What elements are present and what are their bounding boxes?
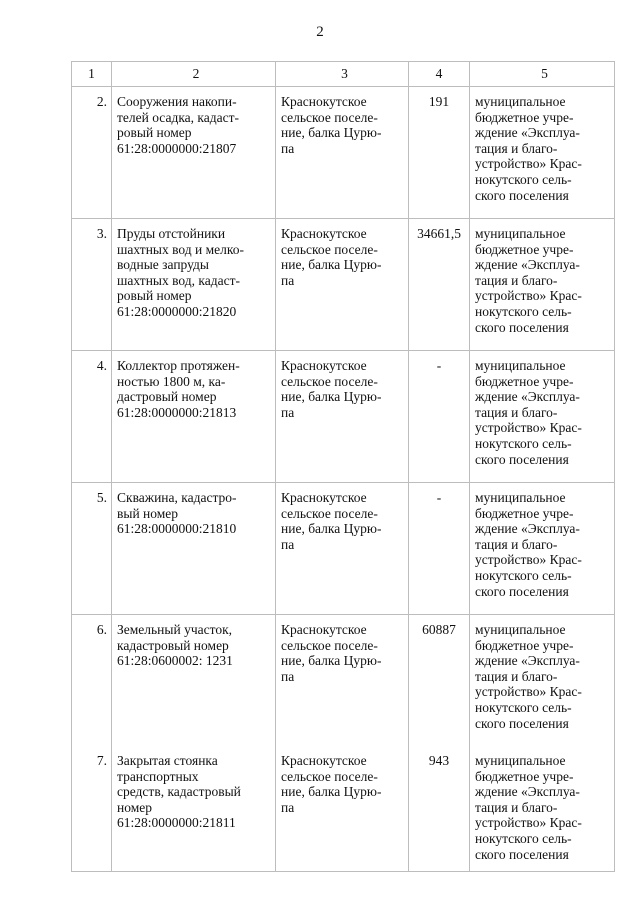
row-number: 3.	[96, 226, 107, 241]
rights-holder-cell	[470, 351, 615, 483]
object-location: Краснокутское сельское поселе- ние, балка Цурю- па	[281, 358, 382, 420]
rights-holder-cell	[470, 615, 615, 747]
rights-holder-cell	[470, 219, 615, 351]
row-number: 5.	[96, 490, 107, 505]
table-row	[72, 87, 615, 219]
row-number-cell	[72, 351, 112, 483]
object-location: Краснокутское сельское поселе- ние, балка Цурю- па	[281, 753, 382, 815]
table-row	[72, 351, 615, 483]
object-area: -	[436, 358, 442, 373]
row-number: 6.	[96, 622, 107, 637]
object-name: Земельный участок, кадастровый номер 61:28:0600002: 1231	[117, 622, 233, 669]
object-location: Краснокутское сельское поселе- ние, балка Цурю- па	[281, 490, 382, 552]
table-row	[72, 615, 615, 747]
object-name: Закрытая стоянка транспортных средств, кадастровый номер 61:28:0000000:21811	[117, 753, 241, 831]
object-area-cell	[409, 87, 470, 219]
rights-holder: муниципальное бюджетное учре- ждение «Эксплуа- тация и благо- устройство» Крас- нокутского сель- ского поселения	[475, 622, 582, 731]
header-col-2: 2	[112, 62, 276, 87]
row-number: 2.	[96, 94, 107, 109]
row-number: 4.	[96, 358, 107, 373]
page-number: 2	[316, 24, 324, 40]
object-area: -	[436, 490, 442, 505]
object-name-cell	[112, 351, 276, 483]
row-number-cell	[72, 219, 112, 351]
object-area: 943	[428, 753, 450, 768]
object-location: Краснокутское сельское поселе- ние, балка Цурю- па	[281, 226, 382, 288]
header-col-1: 1	[72, 62, 112, 87]
header-col-5: 5	[470, 62, 615, 87]
row-number: 7.	[96, 753, 107, 768]
object-location-cell	[276, 87, 409, 219]
object-location-cell	[276, 483, 409, 615]
object-area: 34661,5	[417, 226, 461, 241]
rights-holder-cell	[470, 483, 615, 615]
rights-holder: муниципальное бюджетное учре- ждение «Эксплуа- тация и благо- устройство» Крас- нокутского сель- ского поселения	[475, 490, 582, 599]
row-number-cell	[72, 746, 112, 872]
object-location-cell	[276, 615, 409, 747]
header-col-4: 4	[409, 62, 470, 87]
rights-holder-cell	[470, 746, 615, 872]
row-number-cell	[72, 615, 112, 747]
object-area-cell	[409, 219, 470, 351]
rights-holder: муниципальное бюджетное учре- ждение «Эксплуа- тация и благо- устройство» Крас- нокутского сель- ского поселения	[475, 226, 582, 335]
rights-holder: муниципальное бюджетное учре- ждение «Эксплуа- тация и благо- устройство» Крас- нокутского сель- ского поселения	[475, 753, 582, 862]
row-number-cell	[72, 87, 112, 219]
object-location-cell	[276, 746, 409, 872]
header-col-3: 3	[276, 62, 409, 87]
object-area-cell	[409, 615, 470, 747]
table-row	[72, 483, 615, 615]
object-location-cell	[276, 351, 409, 483]
object-name: Сооружения накопи- телей осадка, кадаст- ровый номер 61:28:0000000:21807	[117, 94, 240, 156]
object-area: 60887	[422, 622, 456, 637]
property-table	[71, 61, 615, 872]
object-location: Краснокутское сельское поселе- ние, балка Цурю- па	[281, 622, 382, 684]
object-area: 191	[428, 94, 450, 109]
object-name-cell	[112, 483, 276, 615]
object-name: Коллектор протяжен- ностью 1800 м, ка- дастровый номер 61:28:0000000:21813	[117, 358, 240, 420]
object-area-cell	[409, 483, 470, 615]
object-name-cell	[112, 746, 276, 872]
object-name: Пруды отстойники шахтных вод и мелко- водные запруды шахтных вод, кадаст- ровый номер 61:28:0000000:21820	[117, 226, 244, 319]
rights-holder-cell	[470, 87, 615, 219]
table-row	[72, 746, 615, 872]
table-row	[72, 219, 615, 351]
table-header-row	[72, 62, 615, 87]
object-location: Краснокутское сельское поселе- ние, балка Цурю- па	[281, 94, 382, 156]
object-name-cell	[112, 87, 276, 219]
object-area-cell	[409, 746, 470, 872]
rights-holder: муниципальное бюджетное учре- ждение «Эксплуа- тация и благо- устройство» Крас- нокутского сель- ского поселения	[475, 358, 582, 467]
object-location-cell	[276, 219, 409, 351]
object-name: Скважина, кадастро- вый номер 61:28:0000000:21810	[117, 490, 237, 537]
rights-holder: муниципальное бюджетное учре- ждение «Эксплуа- тация и благо- устройство» Крас- нокутского сель- ского поселения	[475, 94, 582, 203]
object-name-cell	[112, 615, 276, 747]
object-name-cell	[112, 219, 276, 351]
row-number-cell	[72, 483, 112, 615]
object-area-cell	[409, 351, 470, 483]
